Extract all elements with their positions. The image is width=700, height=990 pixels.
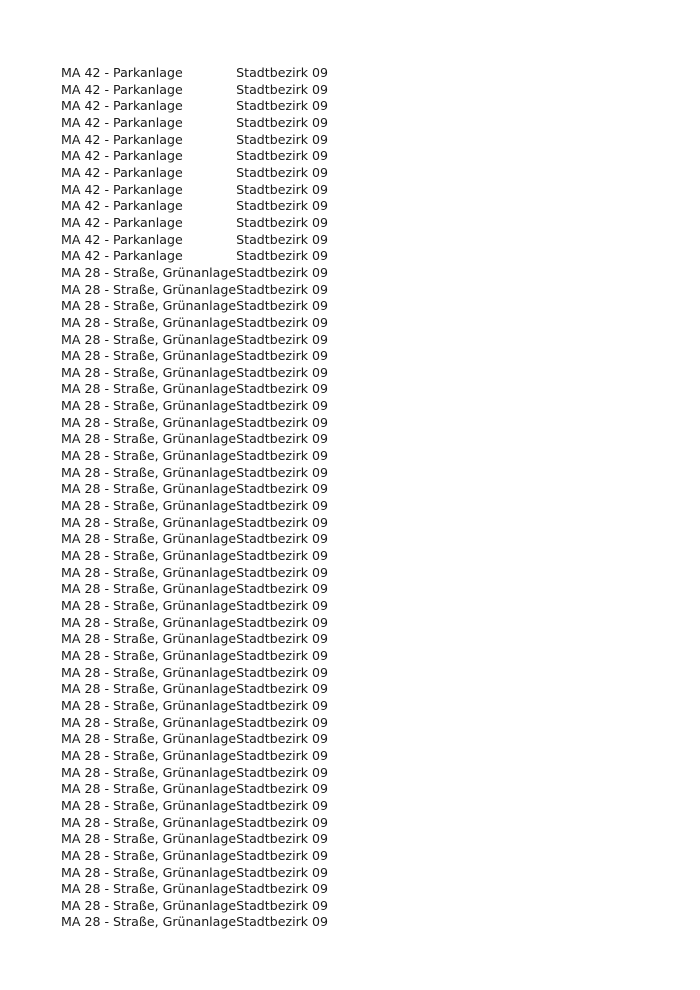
table-row (61, 515, 356, 532)
cell-department: MA 42 - Parkanlage (61, 131, 183, 147)
table-row (61, 232, 356, 249)
cell-district: Stadtbezirk 09 (236, 914, 329, 930)
cell-district: Stadtbezirk 09 (236, 714, 329, 730)
cell-department: MA 28 - Straße, Grünanlage (61, 914, 237, 930)
cell-department: MA 28 - Straße, Grünanlage (61, 781, 237, 797)
table-row (61, 415, 356, 432)
cell-department: MA 28 - Straße, Grünanlage (61, 398, 237, 414)
cell-department: MA 28 - Straße, Grünanlage (61, 664, 237, 680)
table-row (61, 448, 356, 465)
table-row (61, 665, 356, 682)
table-row (61, 132, 356, 149)
cell-department: MA 42 - Parkanlage (61, 181, 183, 197)
table-row (61, 815, 356, 832)
table-row (61, 332, 356, 349)
cell-district: Stadtbezirk 09 (236, 814, 329, 830)
table-row (61, 781, 356, 798)
table-row (61, 381, 356, 398)
table-row (61, 631, 356, 648)
cell-department: MA 28 - Straße, Grünanlage (61, 697, 237, 713)
cell-district: Stadtbezirk 09 (236, 298, 329, 314)
cell-department: MA 28 - Straße, Grünanlage (61, 381, 237, 397)
cell-district: Stadtbezirk 09 (236, 564, 329, 580)
cell-department: MA 42 - Parkanlage (61, 114, 183, 130)
cell-district: Stadtbezirk 09 (236, 881, 329, 897)
cell-department: MA 28 - Straße, Grünanlage (61, 598, 237, 613)
cell-department: MA 28 - Straße, Grünanlage (61, 364, 237, 380)
cell-district: Stadtbezirk 09 (236, 697, 329, 713)
cell-district: Stadtbezirk 09 (236, 731, 329, 747)
cell-district: Stadtbezirk 09 (236, 598, 329, 613)
cell-department: MA 42 - Parkanlage (61, 248, 183, 264)
cell-department: MA 28 - Straße, Grünanlage (61, 747, 237, 763)
cell-department: MA 28 - Straße, Grünanlage (61, 548, 237, 564)
cell-department: MA 28 - Straße, Grünanlage (61, 531, 237, 547)
cell-district: Stadtbezirk 09 (236, 864, 329, 880)
cell-district: Stadtbezirk 09 (236, 581, 329, 597)
table-row (61, 698, 356, 715)
cell-district: Stadtbezirk 09 (236, 481, 329, 497)
cell-department: MA 28 - Straße, Grünanlage (61, 714, 237, 730)
table-body (61, 65, 356, 931)
table-row (61, 681, 356, 698)
cell-district: Stadtbezirk 09 (236, 764, 329, 780)
cell-district: Stadtbezirk 09 (236, 348, 329, 364)
cell-department: MA 28 - Straße, Grünanlage (61, 764, 237, 780)
cell-department: MA 42 - Parkanlage (61, 198, 183, 214)
table-row (61, 881, 356, 898)
cell-department: MA 28 - Straße, Grünanlage (61, 281, 237, 297)
cell-district: Stadtbezirk 09 (236, 164, 329, 180)
cell-department: MA 28 - Straße, Grünanlage (61, 631, 237, 647)
table-row (61, 581, 356, 598)
cell-district: Stadtbezirk 09 (236, 264, 329, 280)
cell-department: MA 28 - Straße, Grünanlage (61, 431, 237, 447)
table-row (61, 82, 356, 99)
cell-district: Stadtbezirk 09 (236, 614, 329, 630)
cell-district: Stadtbezirk 09 (236, 281, 329, 297)
cell-department: MA 28 - Straße, Grünanlage (61, 897, 237, 913)
cell-district: Stadtbezirk 09 (236, 198, 329, 214)
table-row (61, 148, 356, 165)
table-row (61, 348, 356, 365)
table-row (61, 165, 356, 182)
cell-department: MA 28 - Straße, Grünanlage (61, 847, 237, 863)
cell-department: MA 28 - Straße, Grünanlage (61, 498, 237, 514)
cell-department: MA 28 - Straße, Grünanlage (61, 348, 237, 364)
cell-department: MA 28 - Straße, Grünanlage (61, 464, 237, 480)
cell-department: MA 28 - Straße, Grünanlage (61, 481, 237, 497)
table-row (61, 315, 356, 332)
table-row (61, 431, 356, 448)
cell-department: MA 28 - Straße, Grünanlage (61, 681, 237, 697)
cell-department: MA 28 - Straße, Grünanlage (61, 448, 237, 464)
cell-district: Stadtbezirk 09 (236, 797, 329, 813)
cell-district: Stadtbezirk 09 (236, 631, 329, 647)
cell-district: Stadtbezirk 09 (236, 331, 329, 347)
cell-district: Stadtbezirk 09 (236, 114, 329, 130)
cell-district: Stadtbezirk 09 (236, 414, 329, 430)
cell-department: MA 42 - Parkanlage (61, 148, 183, 164)
table-row (61, 98, 356, 115)
table-row (61, 914, 356, 931)
cell-district: Stadtbezirk 09 (236, 464, 329, 480)
cell-district: Stadtbezirk 09 (236, 747, 329, 763)
cell-department: MA 28 - Straße, Grünanlage (61, 864, 237, 880)
data-table (61, 65, 356, 931)
table-row (61, 465, 356, 482)
cell-district: Stadtbezirk 09 (236, 398, 329, 414)
table-row (61, 65, 356, 82)
cell-department: MA 28 - Straße, Grünanlage (61, 564, 237, 580)
cell-department: MA 42 - Parkanlage (61, 81, 183, 97)
cell-department: MA 28 - Straße, Grünanlage (61, 414, 237, 430)
cell-department: MA 28 - Straße, Grünanlage (61, 731, 237, 747)
table-row (61, 848, 356, 865)
cell-district: Stadtbezirk 09 (236, 647, 329, 663)
cell-department: MA 42 - Parkanlage (61, 214, 183, 230)
table-row (61, 498, 356, 515)
cell-district: Stadtbezirk 09 (236, 681, 329, 697)
table-row (61, 198, 356, 215)
cell-district: Stadtbezirk 09 (236, 548, 329, 564)
cell-district: Stadtbezirk 09 (236, 514, 329, 530)
table-row (61, 598, 356, 615)
cell-department: MA 28 - Straße, Grünanlage (61, 314, 237, 330)
table-row (61, 715, 356, 732)
cell-district: Stadtbezirk 09 (236, 231, 329, 247)
cell-district: Stadtbezirk 09 (236, 847, 329, 863)
table-row (61, 215, 356, 232)
table-row (61, 282, 356, 299)
cell-district: Stadtbezirk 09 (236, 531, 329, 547)
cell-department: MA 28 - Straße, Grünanlage (61, 647, 237, 663)
table-row (61, 298, 356, 315)
cell-department: MA 28 - Straße, Grünanlage (61, 614, 237, 630)
cell-district: Stadtbezirk 09 (236, 781, 329, 797)
cell-district: Stadtbezirk 09 (236, 81, 329, 97)
table-row (61, 481, 356, 498)
table-row (61, 115, 356, 132)
cell-district: Stadtbezirk 09 (236, 248, 329, 264)
cell-district: Stadtbezirk 09 (236, 831, 329, 847)
table-row (61, 765, 356, 782)
cell-department: MA 28 - Straße, Grünanlage (61, 881, 237, 897)
cell-department: MA 28 - Straße, Grünanlage (61, 264, 237, 280)
cell-department: MA 28 - Straße, Grünanlage (61, 831, 237, 847)
table-row (61, 831, 356, 848)
table-row (61, 731, 356, 748)
cell-department: MA 28 - Straße, Grünanlage (61, 797, 237, 813)
table-row (61, 398, 356, 415)
cell-district: Stadtbezirk 09 (236, 448, 329, 464)
cell-department: MA 28 - Straße, Grünanlage (61, 514, 237, 530)
cell-district: Stadtbezirk 09 (236, 148, 329, 164)
table-row (61, 182, 356, 199)
table-row (61, 898, 356, 915)
cell-department: MA 42 - Parkanlage (61, 231, 183, 247)
table-row (61, 531, 356, 548)
cell-district: Stadtbezirk 09 (236, 65, 329, 80)
cell-district: Stadtbezirk 09 (236, 431, 329, 447)
cell-district: Stadtbezirk 09 (236, 214, 329, 230)
table-row (61, 648, 356, 665)
table-row (61, 265, 356, 282)
cell-district: Stadtbezirk 09 (236, 498, 329, 514)
cell-department: MA 28 - Straße, Grünanlage (61, 331, 237, 347)
cell-district: Stadtbezirk 09 (236, 897, 329, 913)
table-row (61, 748, 356, 765)
table-row (61, 798, 356, 815)
cell-department: MA 28 - Straße, Grünanlage (61, 581, 237, 597)
table-row (61, 615, 356, 632)
table-row (61, 865, 356, 882)
cell-department: MA 28 - Straße, Grünanlage (61, 298, 237, 314)
cell-district: Stadtbezirk 09 (236, 181, 329, 197)
table-row (61, 365, 356, 382)
cell-district: Stadtbezirk 09 (236, 664, 329, 680)
cell-district: Stadtbezirk 09 (236, 364, 329, 380)
table-row (61, 248, 356, 265)
table-row (61, 548, 356, 565)
cell-district: Stadtbezirk 09 (236, 131, 329, 147)
cell-district: Stadtbezirk 09 (236, 314, 329, 330)
cell-department: MA 28 - Straße, Grünanlage (61, 814, 237, 830)
cell-department: MA 42 - Parkanlage (61, 65, 183, 80)
cell-district: Stadtbezirk 09 (236, 381, 329, 397)
cell-department: MA 42 - Parkanlage (61, 164, 183, 180)
cell-district: Stadtbezirk 09 (236, 98, 329, 114)
table-row (61, 565, 356, 582)
cell-department: MA 42 - Parkanlage (61, 98, 183, 114)
